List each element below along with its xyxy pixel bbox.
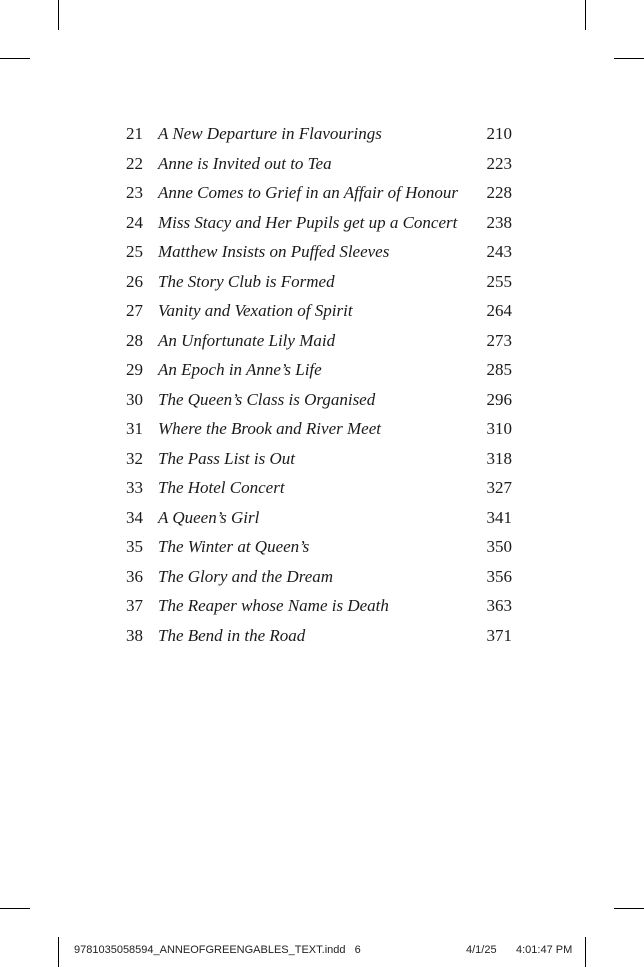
page-number: 264 [486,301,512,320]
toc-entry [0,416,644,442]
page-number: 310 [486,419,512,438]
page-number: 238 [486,213,512,232]
chapter-number: 33 [126,478,143,497]
page-number: 228 [486,183,512,202]
page-number: 350 [486,537,512,556]
toc-entry [0,446,644,472]
chapter-number: 31 [126,419,143,438]
chapter-title: Anne is Invited out to Tea [158,154,332,173]
page-number: 255 [486,272,512,291]
page-number: 371 [486,626,512,645]
page-number: 341 [486,508,512,527]
chapter-title: Matthew Insists on Puffed Sleeves [158,242,390,261]
page-number: 285 [486,360,512,379]
slug-time: 4:01:47 PM [516,944,573,956]
page-number: 363 [486,596,512,615]
toc-entry [0,121,644,147]
toc-entry [0,387,644,413]
chapter-title: The Glory and the Dream [158,567,334,586]
page-number: 356 [486,567,512,586]
page-number: 223 [486,154,512,173]
toc-entry [0,151,644,177]
toc-entry [0,180,644,206]
chapter-number: 37 [126,596,143,615]
toc-entry [0,623,644,649]
chapter-title: Anne Comes to Grief in an Affair of Honour [158,183,459,202]
chapter-title: Miss Stacy and Her Pupils get up a Concert [158,213,458,232]
toc-entry [0,534,644,560]
chapter-number: 36 [126,567,143,586]
chapter-title: The Bend in the Road [158,626,306,645]
chapter-number: 35 [126,537,143,556]
slug-date: 4/1/25 [466,944,497,956]
toc-entry [0,593,644,619]
chapter-number: 29 [126,360,143,379]
chapter-title: The Pass List is Out [158,449,295,468]
chapter-title: Vanity and Vexation of Spirit [158,301,353,320]
page-number: 327 [486,478,512,497]
chapter-number: 28 [126,331,143,350]
toc-entry [0,269,644,295]
chapter-number: 32 [126,449,143,468]
chapter-number: 21 [126,124,143,143]
chapter-number: 30 [126,390,143,409]
chapter-number: 24 [126,213,143,232]
chapter-number: 23 [126,183,143,202]
toc-entry [0,475,644,501]
chapter-number: 34 [126,508,143,527]
chapter-title: The Reaper whose Name is Death [158,596,389,615]
toc-entry [0,210,644,236]
page-number: 243 [486,242,512,261]
chapter-title: An Epoch in Anne’s Life [158,360,322,379]
toc-entry [0,239,644,265]
chapter-number: 27 [126,301,143,320]
chapter-title: Where the Brook and River Meet [158,419,381,438]
chapter-number: 22 [126,154,143,173]
chapter-title: The Winter at Queen’s [158,537,310,556]
page-number: 318 [486,449,512,468]
page-number: 296 [486,390,512,409]
chapter-title: An Unfortunate Lily Maid [158,331,336,350]
slug-filename: 9781035058594_ANNEOFGREENGABLES_TEXT.indd 6 [74,944,361,956]
chapter-number: 25 [126,242,143,261]
chapter-number: 26 [126,272,143,291]
chapter-title: A Queen’s Girl [158,508,260,527]
page-number: 210 [486,124,512,143]
chapter-title: The Hotel Concert [158,478,285,497]
toc-entry [0,298,644,324]
chapter-title: The Story Club is Formed [158,272,335,291]
chapter-number: 38 [126,626,143,645]
page-number: 273 [486,331,512,350]
toc-entry [0,564,644,590]
chapter-title: The Queen’s Class is Organised [158,390,376,409]
toc-entry [0,328,644,354]
chapter-title: A New Departure in Flavourings [158,124,382,143]
toc-entry [0,505,644,531]
toc-entry [0,357,644,383]
